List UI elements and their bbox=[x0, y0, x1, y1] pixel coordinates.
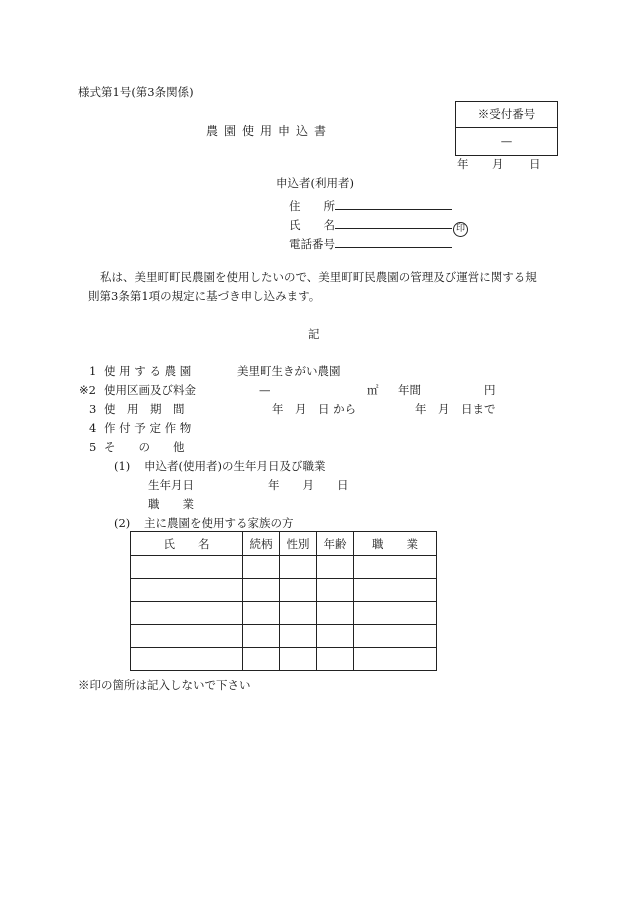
table-row bbox=[131, 579, 437, 602]
seal-icon: 印 bbox=[453, 222, 468, 237]
col-name-header: 氏 名 bbox=[131, 532, 243, 556]
cell-name[interactable] bbox=[131, 556, 243, 579]
phone-field[interactable] bbox=[335, 235, 452, 248]
item-2-label: 使用区画及び料金 bbox=[104, 383, 196, 397]
sub2-title: 主に農園を使用する家族の方 bbox=[144, 516, 294, 530]
item-2-unit: ㎡ bbox=[367, 383, 379, 397]
receipt-number-header: ※受付番号 bbox=[456, 102, 557, 128]
item-3-num: 3 bbox=[89, 402, 97, 416]
name-row bbox=[289, 216, 468, 237]
item-1-value: 美里町生きがい農園 bbox=[237, 364, 341, 378]
cell-relation[interactable] bbox=[243, 648, 280, 671]
cell-occupation[interactable] bbox=[354, 648, 437, 671]
address-label: 住 所 bbox=[289, 199, 335, 213]
job-label: 職 業 bbox=[148, 497, 194, 511]
body-line-2: 則第3条第1項の規定に基づき申し込みます。 bbox=[88, 289, 321, 303]
sub1-title: 申込者(使用者)の生年月日及び職業 bbox=[144, 459, 326, 473]
ki-heading: 記 bbox=[308, 327, 320, 341]
cell-occupation[interactable] bbox=[354, 602, 437, 625]
item-3-end: 年 月 日まで bbox=[415, 402, 496, 416]
item-4-label: 作 付 予 定 作 物 bbox=[104, 421, 192, 435]
table-row bbox=[131, 556, 437, 579]
cell-age[interactable] bbox=[317, 602, 354, 625]
cell-age[interactable] bbox=[317, 625, 354, 648]
item-5-label: そ の 他 bbox=[104, 440, 185, 454]
cell-name[interactable] bbox=[131, 579, 243, 602]
item-3-start: 年 月 日 から bbox=[272, 402, 357, 416]
table-row bbox=[131, 648, 437, 671]
item-2-dash: — bbox=[259, 383, 271, 397]
item-1-label: 使 用 す る 農 園 bbox=[104, 364, 192, 378]
cell-sex[interactable] bbox=[280, 579, 317, 602]
cell-relation[interactable] bbox=[243, 556, 280, 579]
name-field[interactable] bbox=[335, 216, 452, 229]
sub1-num: (1) bbox=[114, 459, 131, 473]
receipt-number-value: — bbox=[500, 134, 513, 148]
birth-label: 生年月日 bbox=[148, 478, 194, 492]
footnote: ※印の箇所は記入しないで下さい bbox=[78, 678, 251, 692]
col-occupation-header: 職 業 bbox=[354, 532, 437, 556]
cell-sex[interactable] bbox=[280, 648, 317, 671]
family-table bbox=[130, 531, 437, 671]
item-2-num: ※2 bbox=[79, 383, 96, 397]
address-field[interactable] bbox=[335, 197, 452, 210]
phone-row bbox=[289, 235, 452, 251]
cell-relation[interactable] bbox=[243, 625, 280, 648]
cell-occupation[interactable] bbox=[354, 579, 437, 602]
item-2-currency: 円 bbox=[484, 383, 496, 397]
table-row bbox=[131, 625, 437, 648]
cell-name[interactable] bbox=[131, 602, 243, 625]
cell-sex[interactable] bbox=[280, 556, 317, 579]
col-sex-header: 性別 bbox=[280, 532, 317, 556]
table-header-row bbox=[131, 532, 437, 556]
phone-label: 電話番号 bbox=[289, 237, 335, 251]
item-2-period: 年間 bbox=[398, 383, 421, 397]
item-5-num: 5 bbox=[89, 440, 97, 454]
body-line-1: 私は、美里町町民農園を使用したいので、美里町町民農園の管理及び運営に関する規 bbox=[100, 270, 537, 284]
cell-occupation[interactable] bbox=[354, 556, 437, 579]
item-3-label: 使 用 期 間 bbox=[104, 402, 185, 416]
date-day: 日 bbox=[529, 157, 541, 171]
cell-age[interactable] bbox=[317, 648, 354, 671]
col-age-header: 年齢 bbox=[317, 532, 354, 556]
cell-sex[interactable] bbox=[280, 625, 317, 648]
applicant-heading: 申込者(利用者) bbox=[276, 176, 354, 190]
cell-name[interactable] bbox=[131, 625, 243, 648]
name-label: 氏 名 bbox=[289, 218, 335, 232]
birth-value: 年 月 日 bbox=[268, 478, 349, 492]
col-relation-header: 続柄 bbox=[243, 532, 280, 556]
cell-age[interactable] bbox=[317, 579, 354, 602]
cell-relation[interactable] bbox=[243, 602, 280, 625]
page-title: 農園使用申込書 bbox=[206, 124, 333, 138]
form-number: 様式第1号(第3条関係) bbox=[78, 85, 194, 99]
date-year: 年 bbox=[457, 157, 469, 171]
cell-sex[interactable] bbox=[280, 602, 317, 625]
cell-occupation[interactable] bbox=[354, 625, 437, 648]
sub2-num: (2) bbox=[114, 516, 131, 530]
cell-relation[interactable] bbox=[243, 579, 280, 602]
item-4-num: 4 bbox=[89, 421, 97, 435]
table-row bbox=[131, 602, 437, 625]
receipt-number-box bbox=[455, 101, 558, 156]
item-1-num: 1 bbox=[89, 364, 97, 378]
address-row bbox=[289, 197, 452, 213]
cell-age[interactable] bbox=[317, 556, 354, 579]
cell-name[interactable] bbox=[131, 648, 243, 671]
date-month: 月 bbox=[492, 157, 504, 171]
